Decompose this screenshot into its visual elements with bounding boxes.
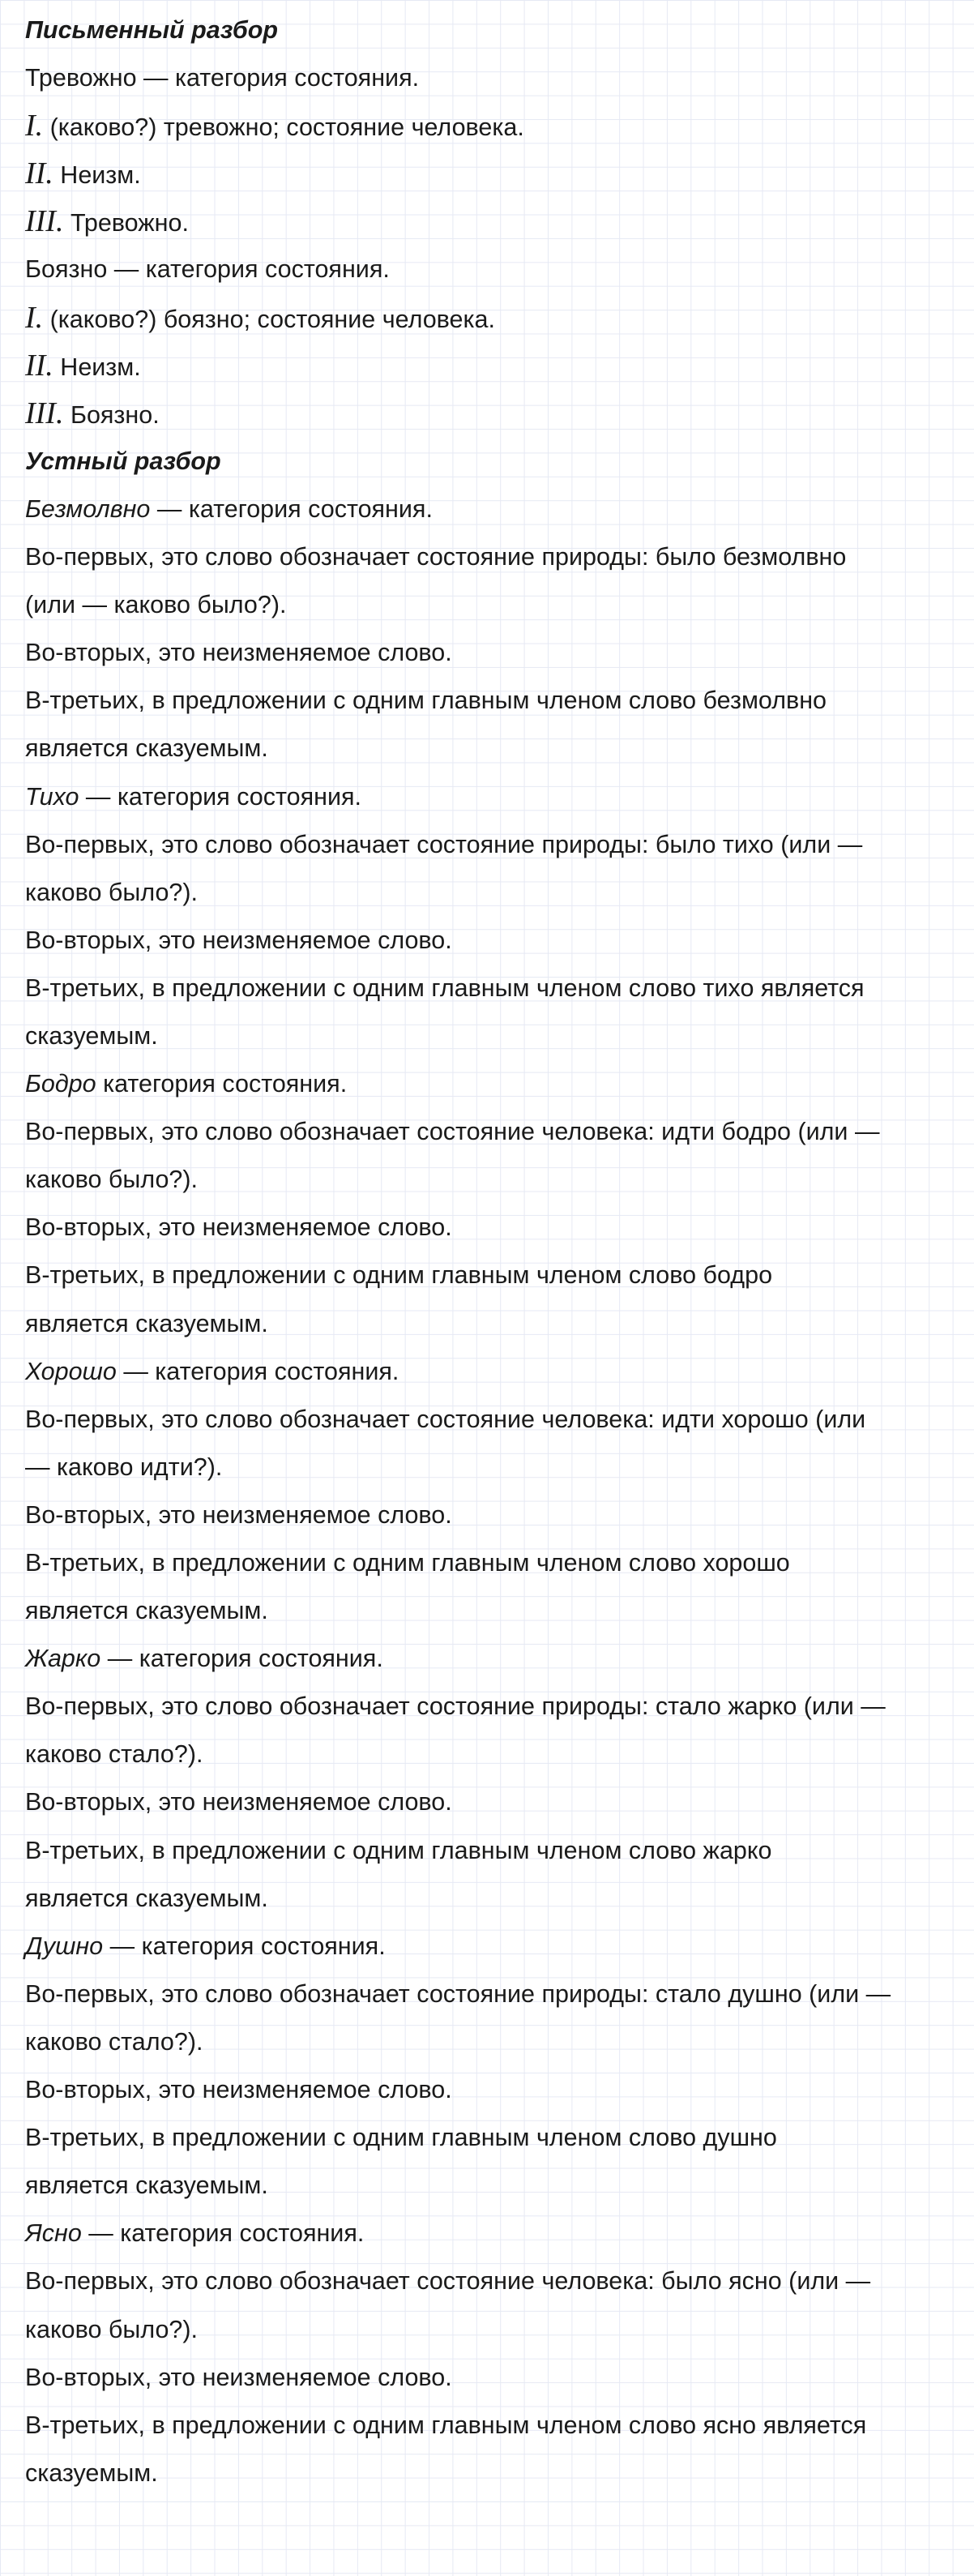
written-item-text: Неизм. <box>53 161 141 190</box>
written-analysis-blocks <box>25 54 957 438</box>
oral-entry-line: В-третьих, в предложении с одним главным членом слово хорошо <box>25 1549 790 1577</box>
analyzed-word: Тихо <box>25 782 79 811</box>
category-label: категория состояния. <box>96 1070 348 1098</box>
category-label: — категория состояния. <box>103 1932 386 1960</box>
written-block-title: Тревожно — категория состояния. <box>25 64 420 92</box>
written-item <box>25 150 957 198</box>
written-item-text: Боязно. <box>63 400 160 429</box>
category-label: — категория состояния. <box>116 1357 399 1385</box>
oral-entry-line: каково было?). <box>25 2315 199 2343</box>
written-analysis-section <box>25 6 957 438</box>
oral-entry-line: является сказуемым. <box>25 1884 268 1912</box>
written-item-text: Неизм. <box>53 353 141 381</box>
oral-entry-title <box>25 486 957 533</box>
oral-analysis-section <box>25 438 957 2497</box>
written-analysis-heading: Письменный разбор <box>25 16 279 44</box>
written-item <box>25 198 957 246</box>
analyzed-word: Жарко <box>25 1645 101 1673</box>
oral-entry-line: Во-первых, это слово обозначает состояние природы: было тихо (или — <box>25 830 863 858</box>
oral-entry-title <box>25 2210 957 2257</box>
written-item-text: (каково?) боязно; состояние человека. <box>43 305 495 333</box>
oral-entry-line: В-третьих, в предложении с одним главным членом слово безмолвно <box>25 687 827 715</box>
oral-entry-line: (или — каково было?). <box>25 591 287 619</box>
oral-entry-line: Во-первых, это слово обозначает состояние человека: было ясно (или — <box>25 2267 871 2296</box>
oral-entry-line: является сказуемым. <box>25 1597 268 1625</box>
oral-entry-line: Во-вторых, это неизменяемое слово. <box>25 2363 452 2391</box>
analyzed-word: Хорошо <box>25 1357 117 1385</box>
roman-numeral: III. <box>25 396 64 430</box>
oral-entry-line: Во-первых, это слово обозначает состояние природы: стало жарко (или — <box>25 1692 886 1721</box>
oral-entry-line: является сказуемым. <box>25 734 268 763</box>
written-item-text: Тревожно. <box>63 209 189 237</box>
oral-entry-title <box>25 1060 957 1108</box>
written-block-title: Боязно — категория состояния. <box>25 255 390 284</box>
oral-entry-line: является сказуемым. <box>25 1309 268 1337</box>
oral-entry-title <box>25 1348 957 1396</box>
roman-numeral: II. <box>25 156 53 191</box>
oral-entry-line: каково было?). <box>25 1166 199 1194</box>
oral-entry-line: В-третьих, в предложении с одним главным членом слово тихо является <box>25 973 865 1002</box>
oral-entry-title <box>25 1635 957 1683</box>
oral-entry-line: В-третьих, в предложении с одним главным членом слово жарко <box>25 1836 772 1864</box>
oral-analysis-entries <box>25 486 957 2497</box>
written-item-text: (каково?) тревожно; состояние человека. <box>43 113 524 142</box>
oral-entry-line: каково было?). <box>25 878 199 906</box>
oral-entry-line: Во-первых, это слово обозначает состояние человека: идти бодро (или — <box>25 1118 880 1146</box>
oral-entry-title <box>25 773 957 821</box>
oral-entry-line: Во-первых, это слово обозначает состояние природы: стало душно (или — <box>25 1979 891 2008</box>
analyzed-word: Бодро <box>25 1070 96 1098</box>
oral-entry-line: В-третьих, в предложении с одним главным членом слово ясно является <box>25 2411 867 2439</box>
oral-entry-line: Во-вторых, это неизменяемое слово. <box>25 1500 452 1529</box>
oral-entry-line: Во-вторых, это неизменяемое слово. <box>25 1213 452 1242</box>
oral-analysis-heading: Устный разбор <box>25 447 221 475</box>
oral-entry-line: каково стало?). <box>25 1740 203 1769</box>
oral-entry-line: сказуемым. <box>25 1021 158 1050</box>
written-item <box>25 102 957 150</box>
oral-entry-line: — каково идти?). <box>25 1453 223 1481</box>
analyzed-word: Ясно <box>25 2219 82 2248</box>
oral-entry-line: Во-вторых, это неизменяемое слово. <box>25 1788 452 1816</box>
oral-entry-line: В-третьих, в предложении с одним главным членом слово душно <box>25 2124 777 2152</box>
oral-entry-line: Во-первых, это слово обозначает состояние природы: было безмолвно <box>25 543 847 571</box>
category-label: — категория состояния. <box>79 782 361 811</box>
oral-entry-line: Во-вторых, это неизменяемое слово. <box>25 2076 452 2104</box>
oral-entry-line: Во-первых, это слово обозначает состояние человека: идти хорошо (или <box>25 1405 866 1433</box>
oral-entry-line: сказуемым. <box>25 2458 158 2487</box>
written-item <box>25 390 957 438</box>
roman-numeral: II. <box>25 348 53 383</box>
oral-entry-line: каково стало?). <box>25 2027 203 2056</box>
roman-numeral: I. <box>25 109 44 143</box>
oral-entry-line: Во-вторых, это неизменяемое слово. <box>25 926 452 954</box>
roman-numeral: I. <box>25 300 44 335</box>
category-label: — категория состояния. <box>150 494 433 523</box>
roman-numeral: III. <box>25 204 64 239</box>
oral-entry-line: является сказуемым. <box>25 2172 268 2200</box>
written-item <box>25 342 957 390</box>
written-item <box>25 294 957 342</box>
oral-entry-line: В-третьих, в предложении с одним главным членом слово бодро <box>25 1261 773 1290</box>
analyzed-word: Безмолвно <box>25 494 151 523</box>
analysis-document <box>25 6 957 2497</box>
category-label: — категория состояния. <box>81 2219 365 2248</box>
category-label: — категория состояния. <box>100 1645 383 1673</box>
oral-entry-line: Во-вторых, это неизменяемое слово. <box>25 639 452 667</box>
oral-entry-title <box>25 1923 957 1971</box>
analyzed-word: Душно <box>25 1932 104 1960</box>
